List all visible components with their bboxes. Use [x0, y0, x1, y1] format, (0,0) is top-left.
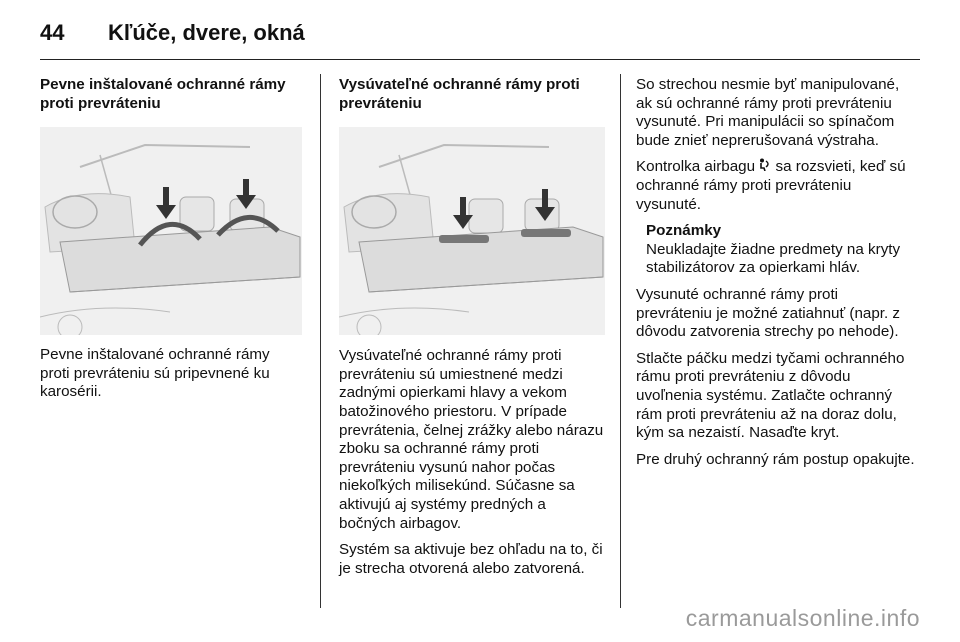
paragraph-procedure: Stlačte páčku medzi tyčami ochranného rámu proti prevráteniu z dôvodu uvoľnenia systému. Zatlačte ochranný rám proti prevráteniu až na doraz dolu, kým sa nezaistí. Nasaďte kryt.: [636, 349, 905, 442]
page-title: Kľúče, dvere, okná: [108, 20, 305, 45]
paragraph-repeat: Pre druhý ochranný rám postup opakujte.: [636, 450, 915, 468]
column-divider: [320, 74, 321, 608]
page-number: 44: [40, 20, 65, 45]
column-3: [636, 76, 916, 477]
section-heading-fixed-rollbars: Pevne inštalované ochranné rámy proti prevráteniu: [40, 76, 286, 112]
paragraph-activation: Systém sa aktivuje bez ohľadu na to, či je strecha otvorená alebo zatvorená.: [339, 541, 603, 577]
page-header: [40, 14, 920, 54]
paragraph-roof-warning: So strechou nesmie byť manipulované, ak sú ochranné rámy proti prevráteniu vysunuté. Pri manipulácii so spínačom bude znieť neprerušovaná výstraha.: [636, 76, 900, 149]
illustration-retractable-rollbars: [339, 127, 605, 335]
paragraph-airbag-light: [636, 158, 916, 214]
header-rule: [40, 59, 920, 60]
note-title: Poznámky: [646, 222, 722, 240]
airbag-text-after: sa rozsvieti, keď sú ochranné rámy proti prevráteniu vysunuté.: [636, 158, 906, 213]
caption-fixed-rollbars: Pevne inštalované ochranné rámy proti prevráteniu sú pripevnené ku karosérii.: [40, 346, 270, 401]
section-heading-retractable-rollbars: Vysúvateľné ochranné rámy proti prevráteniu: [339, 76, 580, 112]
note-text: Neukladajte žiadne predmety na kryty stabilizátorov za opierkami hláv.: [646, 240, 901, 277]
illustration-fixed-rollbars: [40, 127, 302, 335]
column-1: [40, 76, 302, 401]
paragraph-retract: Vysunuté ochranné rámy proti prevráteniu je možné zatiahnuť (napr. z dôvodu zatvorenia strechy po nehode).: [636, 285, 901, 341]
column-divider: [620, 74, 621, 608]
note-box: [646, 222, 916, 278]
airbag-text-before: Kontrolka airbagu: [636, 158, 756, 176]
airbag-warning-icon: [759, 158, 771, 177]
paragraph-retractable-description: Vysúvateľné ochranné rámy proti prevráteniu sú umiestnené medzi zadnými opierkami hlavy a vekom batožinového priestoru. V prípade prevrátenia, čelnej zrážky alebo nárazu zboku sa ochranné rámy proti prevráteniu vysunú nahor počas niekoľkých milisekúnd. Súčasne sa aktivujú aj systémy predných a bočných airbagov.: [339, 347, 604, 532]
column-2: [339, 76, 605, 586]
watermark: carmanualsonline.info: [685, 605, 920, 631]
